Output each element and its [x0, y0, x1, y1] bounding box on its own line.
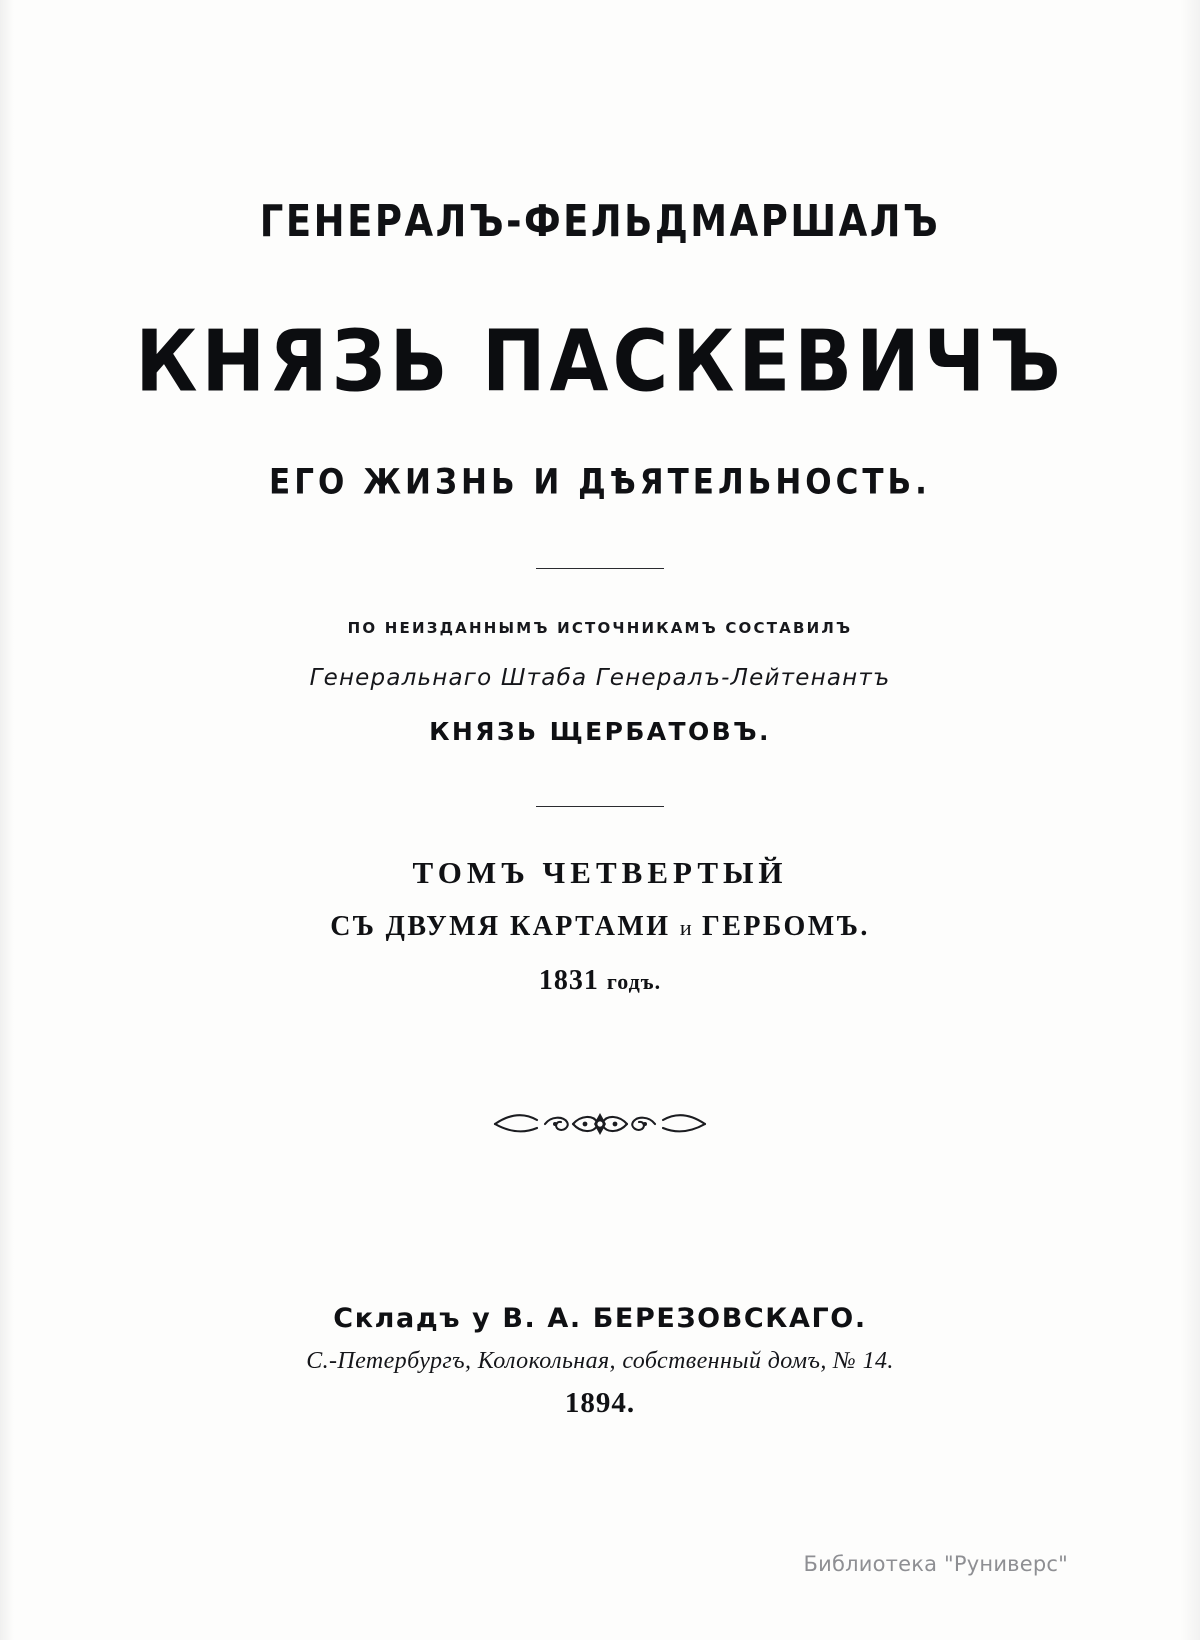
year-covered — [0, 965, 1200, 997]
divider-rule-top — [536, 568, 664, 569]
author-name: КНЯЗЬ ЩЕРБАТОВЪ. — [429, 717, 771, 746]
volume-label: ТОМЪ ЧЕТВЕРТЫЙ — [412, 855, 788, 890]
subtitle: ЕГО ЖИЗНЬ И ДѢЯТЕЛЬНОСТЬ. — [269, 462, 931, 503]
publication-year: 1894. — [564, 1387, 636, 1419]
depot-line: Складъ у В. А. БЕРЕЗОВСКАГО. — [333, 1303, 867, 1334]
byline: ПО НЕИЗДАННЫМЪ ИСТОЧНИКАМЪ СОСТАВИЛЪ — [347, 619, 853, 637]
year-covered-number: 1831 — [538, 965, 599, 996]
maps-note-suffix: ГЕРБОМЪ. — [702, 911, 870, 942]
divider-rule-bottom — [536, 806, 664, 807]
maps-note-prefix: СЪ ДВУМЯ КАРТАМИ — [330, 911, 671, 942]
floral-ornament-icon — [0, 1107, 1200, 1141]
publisher-address: С.-Петербургъ, Колокольная, собственный домъ, № 14. — [306, 1348, 894, 1374]
page-title: КНЯЗЬ ПАСКЕВИЧЪ — [135, 311, 1065, 411]
year-covered-suffix: годъ. — [606, 969, 662, 994]
maps-note — [0, 911, 1200, 943]
supertitle: ГЕНЕРАЛЪ-ФЕЛЬДМАРШАЛЪ — [259, 196, 941, 247]
author-rank: Генеральнаго Штаба Генералъ-Лейтенантъ — [309, 665, 891, 691]
maps-note-conjunction: и — [679, 915, 693, 940]
library-watermark: Библиотека "Руниверс" — [803, 1552, 1068, 1576]
